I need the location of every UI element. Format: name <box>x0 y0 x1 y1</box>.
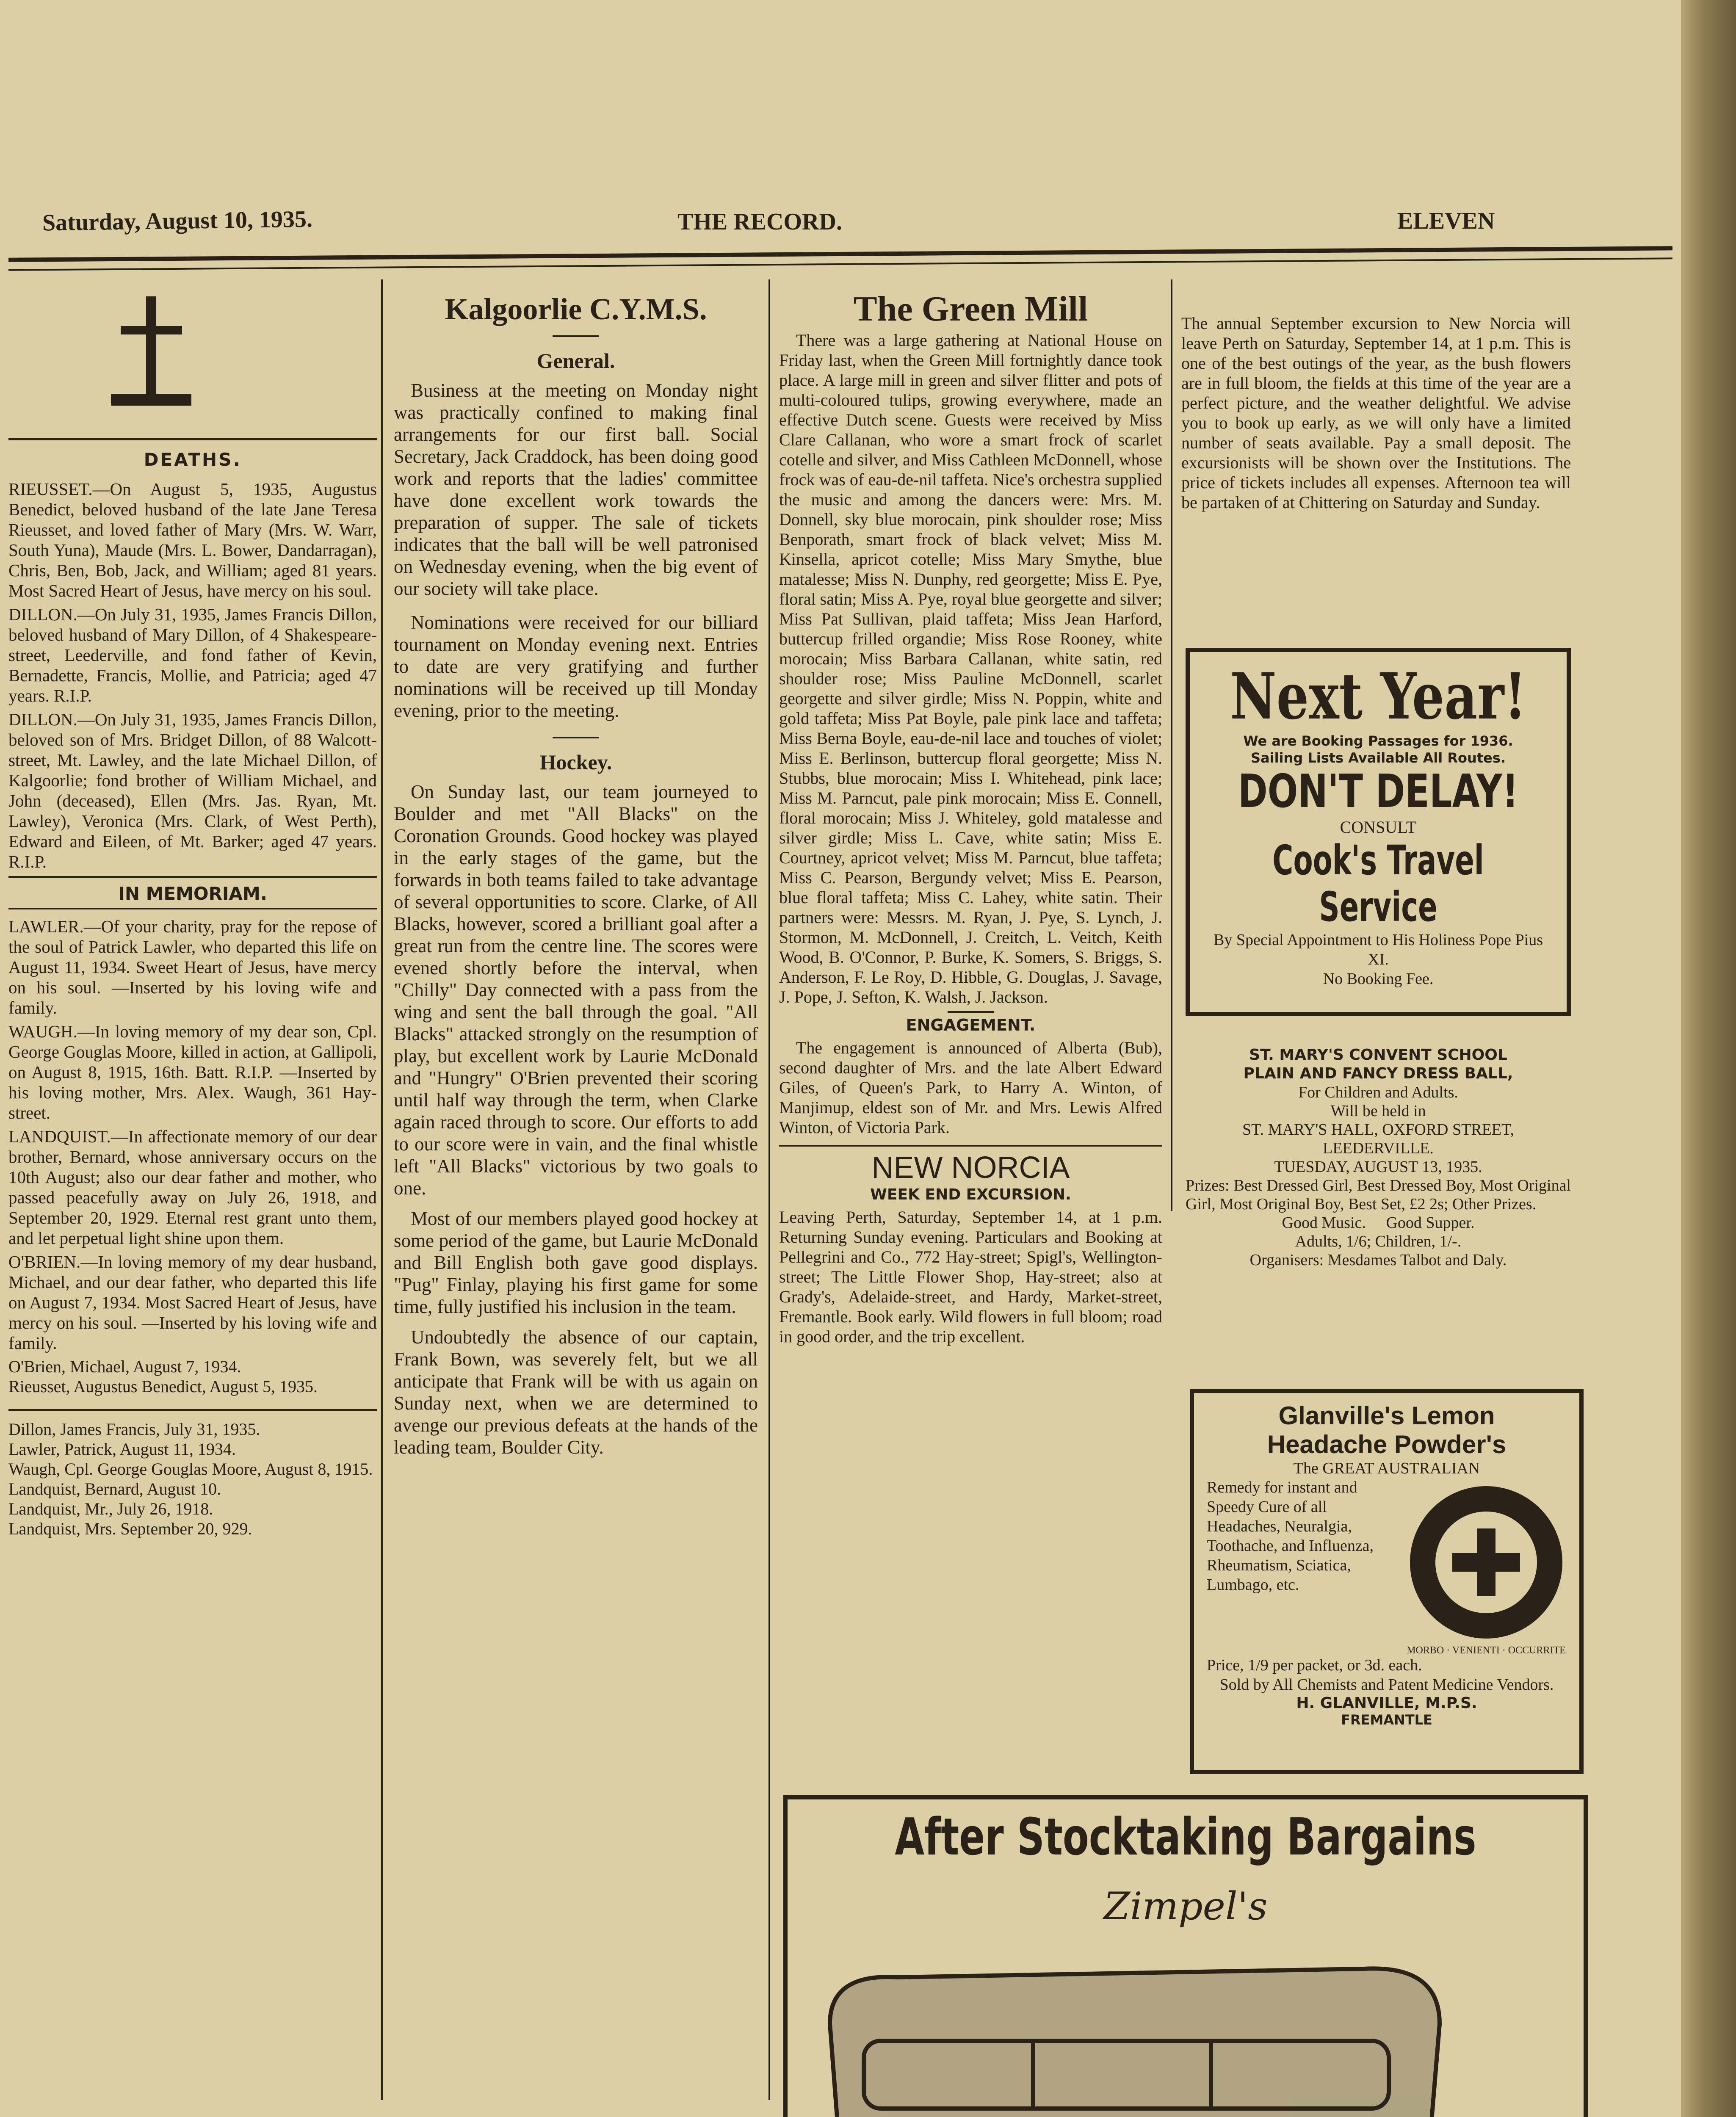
excursion-notice: The annual September excursion to New Norcia will leave Perth on Saturday, September 14, at 1 p.m. This is one of the best outings of the year, as the bush flowers are in full bloom, the fields at this time of the year are a perfect picture, and the weather delightful. We advise you to book up early, as we will only have a limited number of seats available. Pay a small deposit. The excursionists will be shown over the Institutions. The price of tickets includes all expenses. Afternoon tea will be partaken of at Chittering on Saturday and Sunday. <box>1181 314 1571 512</box>
glanville-great: The GREAT AUSTRALIAN <box>1293 1459 1480 1477</box>
ball-title: PLAIN AND FANCY DRESS BALL, <box>1243 1065 1513 1082</box>
new-norcia-subtitle: WEEK END EXCURSION. <box>870 1186 1071 1203</box>
anniversary-line: Rieusset, Augustus Benedict, August 5, 1935. <box>8 1377 318 1396</box>
new-norcia-text: Leaving Perth, Saturday, September 14, at 1 p.m. Returning Sunday evening. Particulars and Booking at Pellegrini and Co., 772 Hay-street; Spigl's, Wellington-street; The Little Flower Shop, Hay-street; also at Grady's, Adelaide-street, and Hardy, Market-street, Fremantle. Book early. Wild flowers in full bloom; road in good order, and the trip excellent. <box>779 1208 1162 1346</box>
glanville-title: Headache Powder's <box>1267 1430 1507 1459</box>
column-separator <box>381 279 383 2100</box>
hockey-paragraph: Most of our members played good hockey at some period of the game, but Laurie McDonald and Bill English both gave good displays. "Pug" Finlay, playing his first game for some time, fully justified his inclusion in the team. <box>394 1208 758 1317</box>
masthead-page: ELEVEN <box>1397 208 1495 234</box>
ball-line: For Children and Adults. <box>1298 1083 1458 1101</box>
glanville-seal-icon <box>1406 1482 1567 1643</box>
cooks-fee: No Booking Fee. <box>1323 970 1434 988</box>
green-mill-title: The Green Mill <box>853 289 1088 329</box>
zimpel-advert <box>783 1795 1588 2117</box>
anniversary-line: Lawler, Patrick, August 11, 1934. <box>8 1440 236 1459</box>
zimpel-title: After Stocktaking Bargains <box>895 1808 1476 1867</box>
masthead-date: Saturday, August 10, 1935. <box>42 206 313 236</box>
memoriam-notice: LAWLER.—Of your charity, pray for the repose of the soul of Patrick Lawler, who departed this life on August 11, 1934. Sweet Heart of Jesus, have mercy on his soul. —Inserted by his loving wife and family. <box>8 917 377 1017</box>
cooks-line: Sailing Lists Available All Routes. <box>1250 750 1506 766</box>
cyms-title: Kalgoorlie C.Y.M.S. <box>445 292 707 326</box>
glanville-text: Remedy for instant and Speedy Cure of all Headaches, Neuralgia, Toothache, and Influenza, Rheumatism, Sciatica, Lumbago, etc. <box>1207 1479 1374 1594</box>
column-separator <box>768 279 770 2100</box>
cooks-line: We are Booking Passages for 1936. <box>1243 733 1513 749</box>
glanville-sold: Sold by All Chemists and Patent Medicine Vendors. <box>1219 1676 1554 1694</box>
general-heading: General. <box>536 349 615 373</box>
new-norcia-title: NEW NORCIA <box>871 1151 1070 1185</box>
ball-advert <box>1186 1046 1571 1269</box>
engagement-heading: ENGAGEMENT. <box>906 1016 1036 1034</box>
memoriam-notice: LANDQUIST.—In affectionate memory of our dear brother, Bernard, whose anniversary occurs on the 10th August; also our dear father and mother, who passed peacefully away on July 26, 1918, and September 20, 1929. Eternal rest grant unto them, and let perpetual light shine upon them. <box>8 1127 377 1248</box>
cooks-headline: Next Year! <box>1230 659 1527 734</box>
general-paragraph: Business at the meeting on Monday night was practically confined to making final arrangements for our first ball. Social Secretary, Jack Craddock, has been doing good work and reports that the ladies' committee have done excellent work towards the preparation of supper. The sale of tickets indicates that the ball will be well patronised on Wednesday evening, when the big event of our society will take place. <box>394 380 758 599</box>
section-rule <box>8 438 377 440</box>
ball-music: Good Music. Good Supper. <box>1282 1214 1475 1232</box>
cooks-dont-delay: DON'T DELAY! <box>1238 765 1519 818</box>
column-cyms <box>394 288 758 1462</box>
zimpel-script: Zimpel's <box>1103 1884 1268 1929</box>
glanville-advert <box>1190 1389 1584 1774</box>
death-notice: DILLON.—On July 31, 1935, James Francis Dillon, beloved husband of Mary Dillon, of 4 Shakespeare-street, Leederville, and fond father of Kevin, Bernadette, Francis, Mollie, and Patricia; aged 47 years. R.I.P. <box>8 605 377 705</box>
ball-hall: ST. MARY'S HALL, OXFORD STREET, LEEDERVILLE. <box>1242 1121 1514 1157</box>
general-paragraph: Nominations were received for our billiard tournament on Monday evening next. Entries to date are very gratifying and further nominations will be received up till Monday evening, prior to the meeting. <box>394 612 758 721</box>
page-edge <box>1681 0 1736 2117</box>
ball-prizes: Prizes: Best Dressed Girl, Best Dressed Boy, Most Original Girl, Most Original Boy, Best Set, £2 2s; Other Prizes. <box>1186 1177 1571 1213</box>
anniversary-line: Waugh, Cpl. George Gouglas Moore, August 8, 1915. <box>8 1459 373 1479</box>
hockey-heading: Hockey. <box>539 750 612 774</box>
column-green-mill <box>779 288 1162 1350</box>
memoriam-notice: WAUGH.—In loving memory of my dear son, Cpl. George Gouglas Moore, killed in action, at Gallipoli, on August 8, 1915, 16th. Batt. R.I.P. —Inserted by his loving mother, Mrs. Alex. Waugh, 361 Hay-street. <box>8 1022 377 1122</box>
engagement-text: The engagement is announced of Alberta (Bub), second daughter of Mrs. and the late Albert Edward Giles, of Queen's Park, to Harry A. Winton, of Manjimup, eldest son of Mr. and Mrs. Lewis Alfred Winton, of Victoria Park. <box>779 1038 1162 1137</box>
glanville-town: FREMANTLE <box>1341 1712 1432 1728</box>
anniversary-line: Landquist, Bernard, August 10. <box>8 1479 221 1498</box>
cooks-appointment: By Special Appointment to His Holiness Pope Pius XI. <box>1214 931 1543 968</box>
death-notice: RIEUSSET.—On August 5, 1935, Augustus Benedict, beloved husband of the late Jane Teresa Rieusset, and loved father of Mary (Mrs. W. Warr, South Yuna), Maude (Mrs. L. Bower, Dandarragan), Chris, Ben, Bob, Jack, and William; aged 81 years. Most Sacred Heart of Jesus, have mercy on his soul. <box>8 479 377 600</box>
glanville-title: Glanville's Lemon <box>1278 1401 1495 1430</box>
column-notices <box>8 449 377 1539</box>
deaths-heading: DEATHS. <box>144 449 242 470</box>
anniversary-line: Landquist, Mrs. September 20, 929. <box>8 1519 252 1538</box>
anniversary-line: Dillon, James Francis, July 31, 1935. <box>8 1420 260 1439</box>
glanville-seal-text: MORBO · VENIENTI · OCCURRITE <box>1407 1645 1566 1656</box>
ball-line: Will be held in <box>1330 1102 1426 1120</box>
death-notice: DILLON.—On July 31, 1935, James Francis Dillon, beloved son of Mrs. Bridget Dillon, of 88 Walcott-street, Mt. Lawley, and the late Michael Dillon, of Kalgoorlie; fond brother of William Michael, and John (deceased), Ellen (Mrs. Jas. Ryan, Mt. Lawley), Veronica (Mrs. Clark, of West Perth), Edward and Eileen, of Mt. Barker; aged 47 years. R.I.P. <box>8 710 377 871</box>
anniversary-line: Landquist, Mr., July 26, 1918. <box>8 1499 213 1518</box>
cooks-advert <box>1186 648 1571 1016</box>
hockey-paragraph: Undoubtedly the absence of our captain, Frank Bown, was severely felt, but we all anticipate that Frank will be with us again on Sunday next, when we are determined to avenge our previous defeats at the hands of the leading team, Boulder City. <box>394 1327 758 1458</box>
masthead-paper: THE RECORD. <box>677 209 842 235</box>
anniversary-line: O'Brien, Michael, August 7, 1934. <box>8 1357 241 1376</box>
cooks-consult: CONSULT <box>1340 818 1417 837</box>
lounge-suite-illustration <box>813 1931 1558 2117</box>
memoriam-heading: IN MEMORIAM. <box>118 883 267 904</box>
cooks-name: Cook's Travel Service <box>1272 837 1484 931</box>
hockey-paragraph: On Sunday last, our team journeyed to Boulder and met "All Blacks" on the Coronation Grounds. Good hockey was played in the early stages of the game, but the forwards in both teams failed to take advantage of several opportunities to score. Clarke, of All Blacks, however, scored a brilliant goal after a great run from the centre line. The scores were evened shortly before the interval, when "Chilly" Day connected with a pass from the wing and sent the ball through the goal. "All Blacks" attacked strongly on the resumption of play, but excellent work by Laurie McDonald and "Hungry" O'Brien prevented their scoring until half way through the term, when Clarke again raced through to score. Our efforts to add to our score were in vain, and the final whistle left "All Blacks" victorious by two goals to one. <box>394 781 758 1199</box>
glanville-name: H. GLANVILLE, M.P.S. <box>1296 1694 1477 1712</box>
green-mill-text: There was a large gathering at National House on Friday last, when the Green Mill fortnightly dance took place. A large mill in green and silver flitter and pots of multi-coloured tulips, growing everywhere, made an effective Dutch scene. Guests were received by Miss Clare Callanan, who wore a smart frock of scarlet cotelle and silver, and Miss Cathleen McDonnell, whose frock was of eau-de-nil taffeta. Nice's orchestra supplied the music and among the dancers were: Mrs. M. Donnell, sky blue morocain, pink shoulder rose; Miss Benporath, smart frock of black velvet; Miss M. Kinsella, apricot cotelle; Miss Mary Smythe, blue matalesse; Miss N. Dunphy, red georgette; Miss E. Pye, floral satin; Miss A. Pye, royal blue georgette and silver; Miss Pat Sullivan, plaid taffeta; Miss Jean Harford, buttercup frilled organdie; Miss Rose Rooney, white morocain; Miss Barbara Callanan, white satin, red shoulder rose; Miss Pauline McDonnell, scarlet georgette and silver girdle; Miss N. Poppin, white and gold taffeta; Miss Pat Boyle, pale pink lace and taffeta; Miss Berna Boyle, eau-de-nil lace and touches of violet; Miss E. Berlinson, buttercup floral georgette; Miss N. Stubbs, blue morocain; Miss I. Whitehead, pink lace; Miss M. Parncut, pale pink morocain; Miss E. Connell, floral morocain; Miss J. Whiteley, gold matalesse and silver girdle; Miss L. Cave, white satin; Miss E. Courtney, apricot velvet; Miss M. Parncut, blue taffeta; Miss C. Pearson, Bergundy velvet; Miss E. Pearson, blue floral taffeta; Miss C. Lahey, white satin. Their partners were: Messrs. M. Ryan, J. Pye, S. Lynch, J. Stormon, M. McDonnell, J. Creitch, L. Veitch, Keith Wood, B. O'Connor, P. Burke, K. Somers, S. Briggs, S. Anderson, F. Le Roy, D. Hibble, G. Douglas, J. Savage, J. Pope, J. Sefton, K. Walsh, J. Jackson. <box>779 331 1162 1006</box>
column-separator <box>1171 279 1172 1211</box>
ball-organisers: Organisers: Mesdames Talbot and Daly. <box>1249 1251 1507 1269</box>
ball-price: Adults, 1/6; Children, 1/-. <box>1295 1233 1462 1250</box>
ball-title: ST. MARY'S CONVENT SCHOOL <box>1249 1046 1507 1064</box>
memoriam-notice: O'BRIEN.—In loving memory of my dear husband, Michael, and our dear father, who departed this life on August 7, 1934. Most Sacred Heart of Jesus, have mercy on his soul. —Inserted by his loving wife and family. <box>8 1252 377 1353</box>
glanville-price: Price, 1/9 per packet, or 3d. each. <box>1207 1656 1422 1674</box>
ball-date: TUESDAY, AUGUST 13, 1935. <box>1274 1158 1482 1176</box>
